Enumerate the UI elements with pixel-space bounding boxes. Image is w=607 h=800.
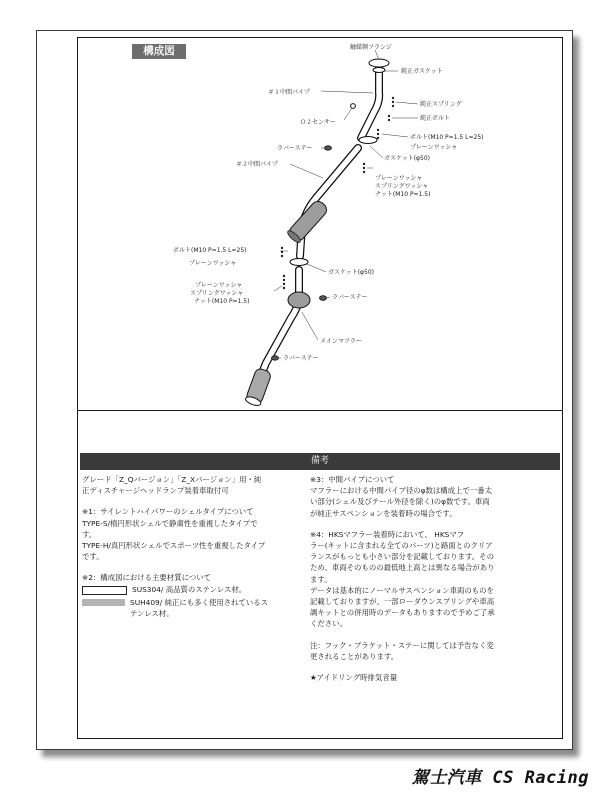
label-bolt-top: ボルト(M10 P=1.5 L=25) [410, 134, 484, 141]
clearance-note: ※4：HKSマフラー装着時において、 HKSマフ ラー(キットに含まれる全てのパーツ)と路面とのクリア ランスがもっとも小さい部分を記載しております。その ため、車両そのものの最低地上高とは異なる場合があり ます。 データは基本的にノーマルサスペンション車両のものを 記載しておりますが、一部ローダウンスプリングや車高 調キットとの併用時のデータもありますので予めご了承 ください。 [310, 529, 495, 629]
notes-left-column [82, 474, 306, 619]
label-mid-pipe-1: ＃１中間パイプ [268, 89, 310, 96]
label-nut-r: ナット(M10 P=1.5) [375, 191, 431, 198]
o2-sensor-shape [351, 104, 356, 109]
sus304-swatch [82, 586, 127, 595]
label-spring-washer-r: スプリングワッシャ [375, 183, 429, 190]
label-rubber-stay-mid: ラバーステー [332, 294, 368, 301]
idling-volume: ★アイドリング時排気音量 [310, 673, 398, 683]
label-main-muffler: メインマフラー [320, 338, 362, 345]
label-spring-washer-l2: スプリングワッシャ [190, 290, 244, 297]
label-gasket-mid: ガスケット(φ50) [328, 269, 374, 276]
label-nut-l2: ナット(M10 P=1.5) [194, 298, 250, 305]
main-muffler-shape [288, 292, 310, 308]
exhaust-flange-shape [369, 59, 389, 67]
label-rubber-stay-top: ラバーステー [277, 145, 313, 152]
grade-note: グレード「Z_Qバージョン」「Z_Xバージョン」用・純 正ディスチャージヘッドランプ装着車取付可 [82, 475, 262, 496]
document-frame [77, 37, 563, 739]
label-bolt-left: ボルト(M10 P=1.5 L=25) [173, 247, 247, 254]
section-divider [78, 410, 562, 411]
mid-joint-flange [290, 259, 308, 266]
rubber-stay-top-shape [325, 146, 332, 150]
label-oem-bolt: 純正ボルト [420, 115, 451, 122]
watermark: 駕士汽車 CS Racing [411, 768, 589, 788]
mid-pipe-note: ※3：中間パイプについて マフラーにおける中間パイプ径のφ数は構成上で一番太 い部分(シェル及びテール外径を除く)のφ数です。車両 が純正サスペンションを装着時の場合です。 [310, 475, 493, 518]
label-plain-washer-r: プレーンワッシャ [375, 175, 423, 182]
top-joint-flange [359, 137, 377, 144]
change-caution: 注：フック・ブラケット・ステーに関しては予告なく変 更されることがあります。 [310, 640, 494, 661]
sus304-text: SUS304/ 高品質のステンレス材。 [132, 584, 247, 594]
legend-suh409 [82, 597, 306, 619]
label-mid-pipe-2: ＃２中間パイプ [236, 161, 278, 168]
oem-gasket-shape [373, 68, 385, 73]
label-plain-washer-l2: プレーンワッシャ [195, 282, 243, 289]
rubber-stay-bottom-shape [272, 356, 279, 360]
notes-header: 備考 [80, 453, 560, 470]
suh409-swatch [82, 599, 125, 606]
document-sheet [36, 30, 573, 750]
legend-sus304 [82, 584, 306, 595]
label-exhaust-flange: 触媒側フランジ [350, 44, 392, 51]
label-oem-gasket: 純正ガスケット [401, 68, 443, 75]
label-plain-washer-left: プレーンワッシャ [189, 260, 237, 267]
label-o2-sensor: Ｏ２センサー [300, 119, 337, 126]
label-rubber-stay-bottom: ラバーステー [283, 355, 319, 362]
rubber-stay-mid-shape [320, 296, 327, 301]
mid-pipe-2-outer [300, 148, 358, 256]
tail-tip [244, 367, 272, 407]
label-plain-washer-top: プレーンワッシャ [410, 144, 458, 151]
material-note: ※2：構成図における主要材質について [82, 573, 211, 583]
shell-type-note: ※1：サイレントハイパワーのシェルタイプについて TYPE-S/楕円形状シェルで静粛性を重視したタイプで す。 TYPE-H/真円形状シェルでスポーツ性を重視したタイプ です。 [82, 507, 266, 562]
suh409-text: SUH409/ 純正にも多く使用されているス テンレス材。 [130, 597, 269, 619]
exhaust-diagram [78, 38, 562, 410]
notes-right-column [310, 474, 560, 683]
diagram-title: 構成図 [132, 44, 186, 59]
label-oem-spring: 純正スプリング [420, 101, 462, 108]
label-gasket-top: ガスケット(φ50) [384, 155, 430, 162]
